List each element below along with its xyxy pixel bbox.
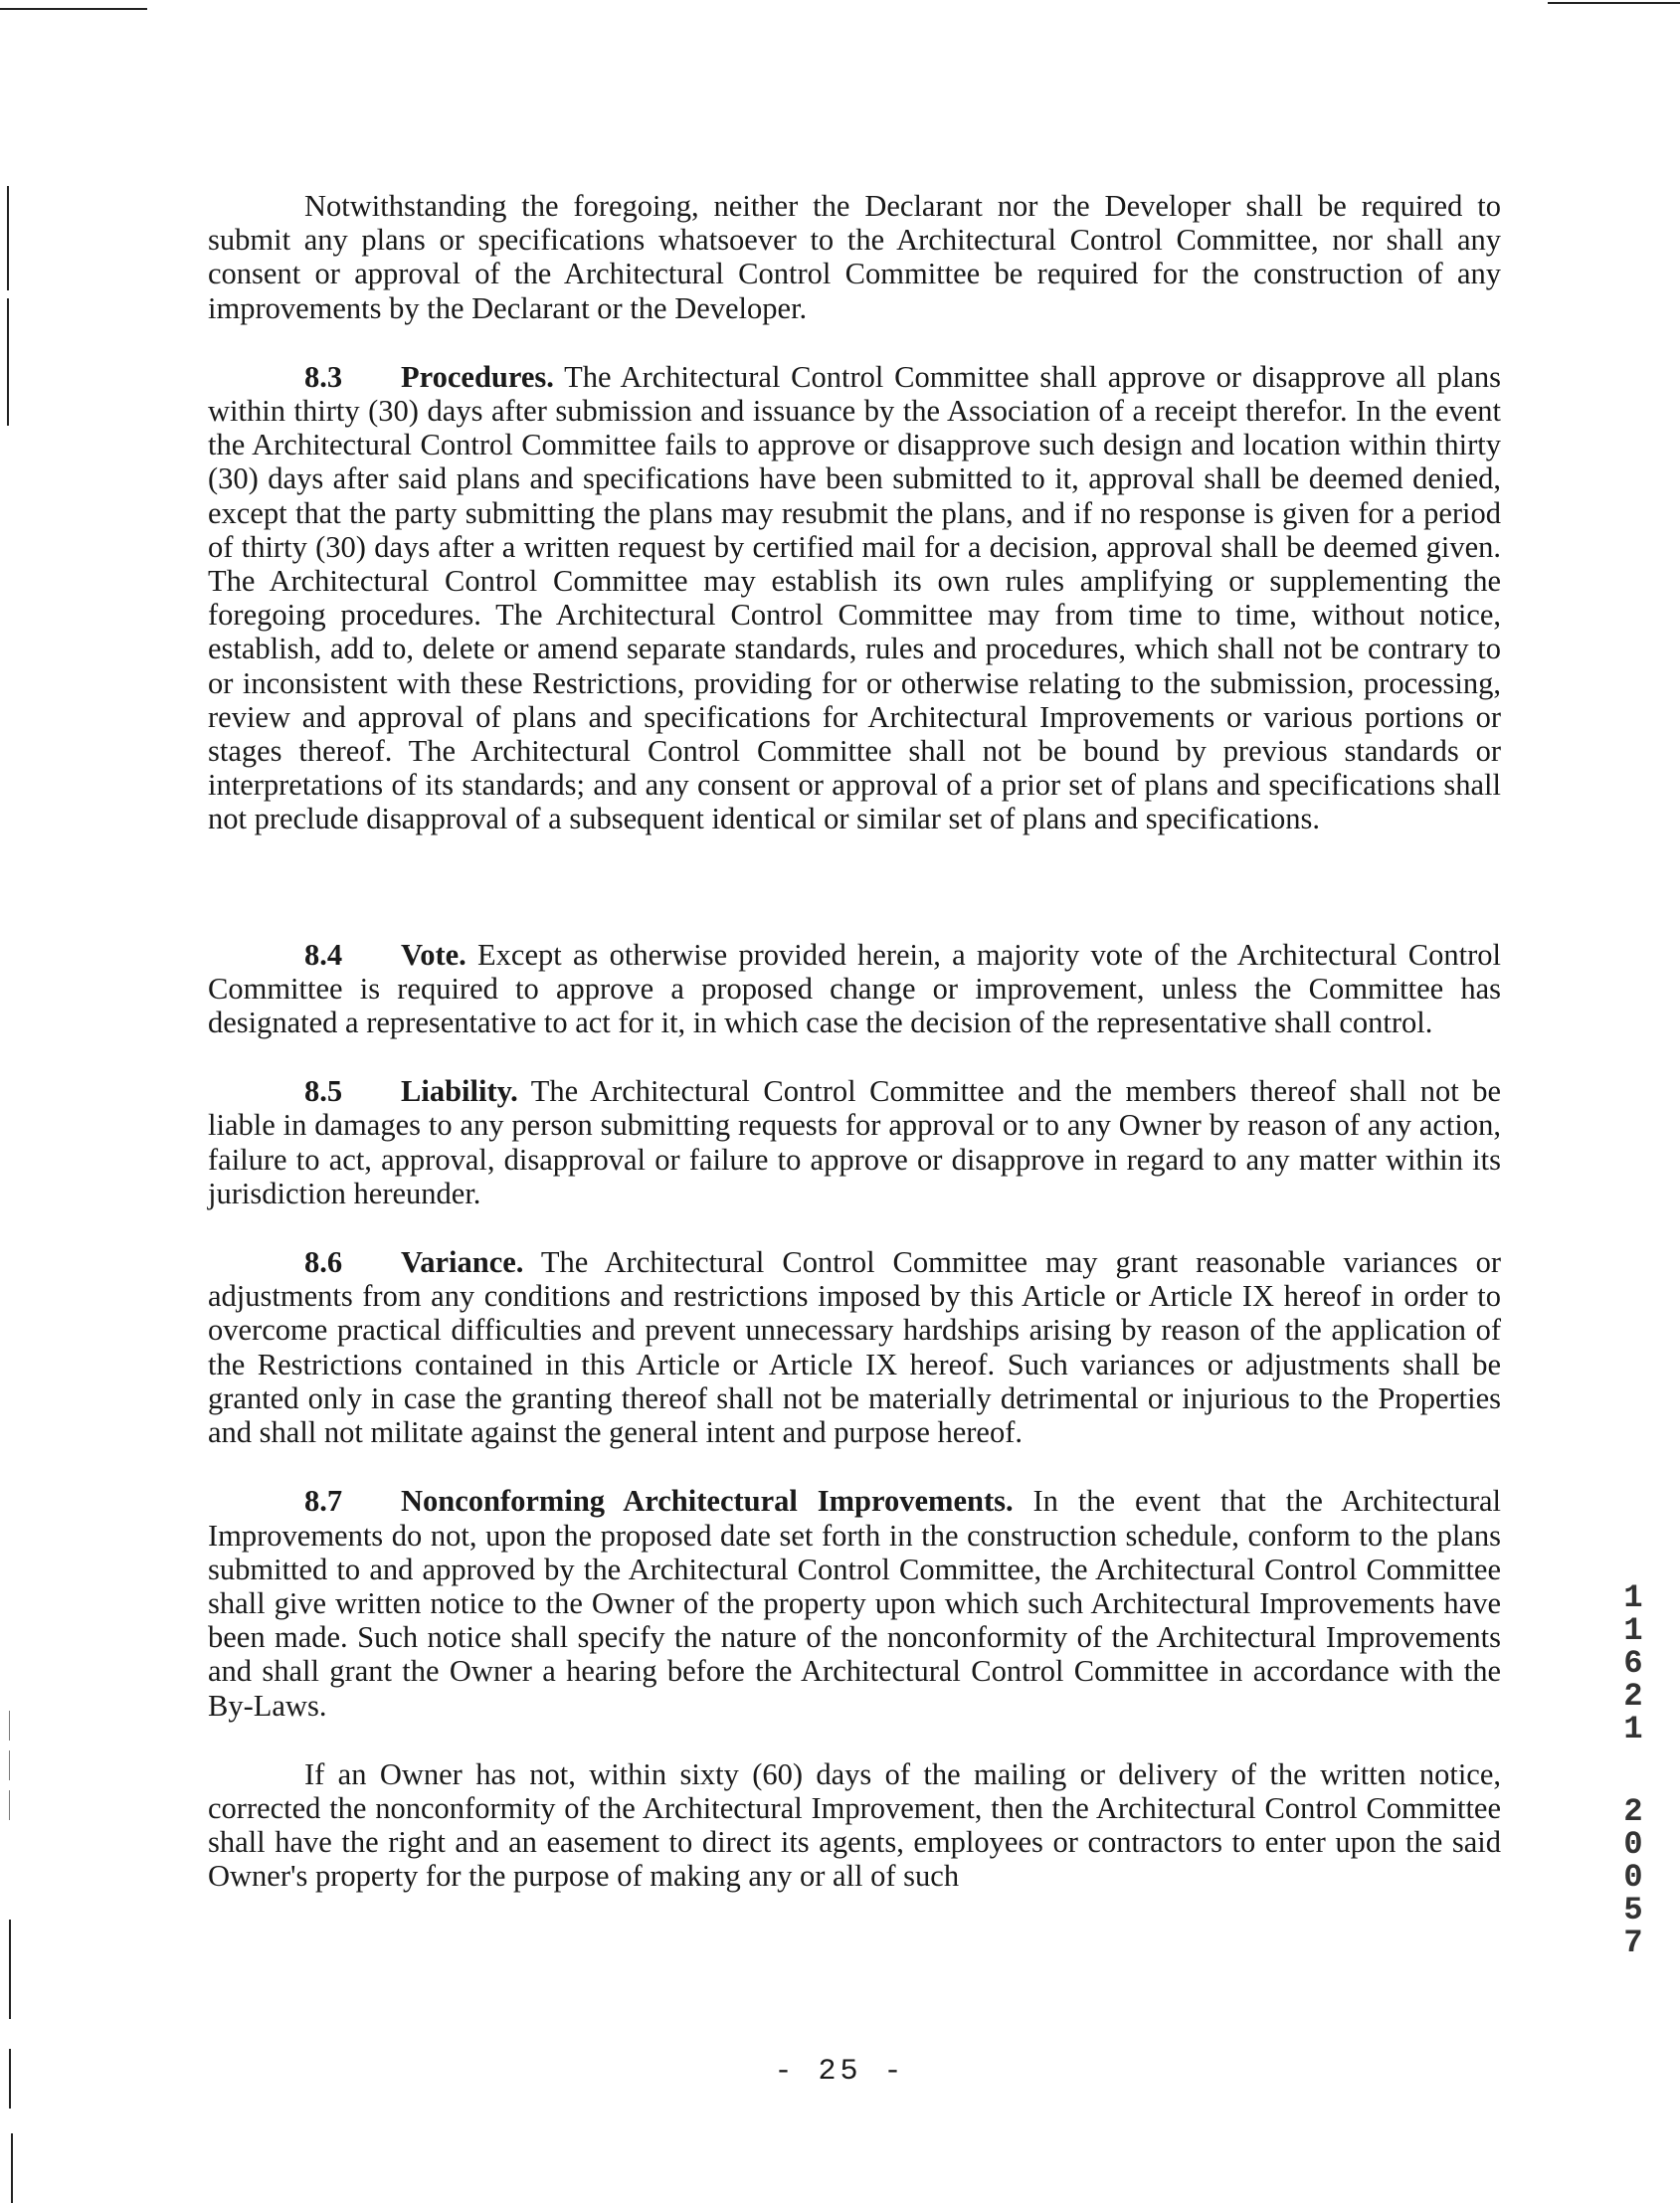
section-title: Vote. (401, 937, 467, 972)
section-title: Variance. (401, 1245, 524, 1280)
stamp-upper-group (1613, 1581, 1653, 1745)
section-text: The Architectural Control Committee and the members thereof shall not be liable in damages to any person submitting requests for approval or to any Owner by reason of any action, failure to act, approval, disapproval or failure to approve or disapprove in regard to any matter within its jurisdiction hereunder. (208, 1074, 1501, 1210)
scan-edge-top-right (1548, 2, 1680, 4)
stamp-digit: 6 (1623, 1645, 1643, 1682)
stamp-digit: 0 (1623, 1826, 1643, 1863)
scan-edge-left-1 (7, 186, 9, 290)
stamp-digit: 2 (1623, 1678, 1643, 1715)
section-number: 8.7 (304, 1484, 343, 1519)
stamp-digit: 1 (1623, 1711, 1643, 1747)
document-body (208, 189, 1501, 1894)
section-text: Except as otherwise provided herein, a majority vote of the Architectural Control Committee is required to approve a proposed change or improvement, unless the Committee has designated a representative to act for it, in which case the decision of the representative shall control. (208, 937, 1501, 1040)
section-number: 8.6 (304, 1245, 343, 1280)
stamp-digit: 7 (1623, 1925, 1643, 1961)
stamp-digit: 2 (1623, 1793, 1643, 1830)
section-text: The Architectural Control Committee shall approve or disapprove all plans within thirty (30) days after submission and issuance by the Association of a receipt therefor. In the event the Architectural Control Committee fails to approve or disapprove such design and location within thirty (30) days after said plans and specifications have been submitted to it, approval shall be deemed denied, except that the party submitting the plans may resubmit the plans, and if no response is given for a period of thirty (30) days after a written request by certified mail for a decision, approval shall be deemed given. The Architectural Control Committee may establish its own rules amplifying or supplementing the foregoing procedures. The Architectural Control Committee may from time to time, without notice, establish, add to, delete or amend separate standards, rules and procedures, which shall not be contrary to or inconsistent with these Restrictions, providing for or otherwise relating to the submission, processing, review and approval of plans and specifications for Architectural Improvements or various portions or stages thereof. The Architectural Control Committee shall not be bound by previous standards or interpretations of its standards; and any consent or approval of a prior set of plans and specifications shall not preclude disapproval of a subsequent identical or similar set of plans and specifications. (208, 359, 1501, 836)
scan-edge-left-5 (9, 1790, 10, 1820)
section-text: In the event that the Architectural Improvements do not, upon the proposed date set forth in the construction schedule, conform to the plans submitted to and approved by the Architectural Control Committee, the Architectural Control Committee shall give written notice to the Owner of the property upon which such Architectural Improvements have been made. Such notice shall specify the nature of the nonconformity of the Architectural Improvements and shall grant the Owner a hearing before the Architectural Control Committee in accordance with the By-Laws. (208, 1484, 1501, 1723)
margin-recording-stamp (1613, 1581, 1653, 1959)
section-8-3 (208, 360, 1501, 836)
scan-edge-left-3 (9, 1711, 10, 1741)
section-8-6 (208, 1245, 1501, 1449)
section-number: 8.5 (304, 1074, 343, 1109)
section-8-5 (208, 1074, 1501, 1210)
section-number: 8.4 (304, 937, 343, 972)
section-title: Procedures. (401, 359, 554, 394)
section-title: Nonconforming Architectural Improvements. (401, 1484, 1014, 1519)
stamp-digit: 1 (1623, 1579, 1643, 1616)
section-text: The Architectural Control Committee may grant reasonable variances or adjustments from any conditions and restrictions imposed by this Article or Article IX hereof in order to overcome practical difficulties and prevent unnecessary hardships arising by reason of the application of the Restrictions contained in this Article or Article IX hereof. Such variances or adjustments shall be granted only in case the granting thereof shall not be materially detrimental or injurious to the Properties and shall not militate against the general intent and purpose hereof. (208, 1245, 1501, 1450)
stamp-digit: 5 (1623, 1892, 1643, 1928)
paragraph-closing: If an Owner has not, within sixty (60) days of the mailing or delivery of the written notice, corrected the nonconformity of the Architectural Improvement, then the Architectural Control Committee shall have the right and an easement to direct its agents, employees or contractors to enter upon the said Owner's property for the purpose of making any or all of such (208, 1756, 1501, 1894)
stamp-digit: 1 (1623, 1612, 1643, 1649)
section-title: Liability. (401, 1074, 518, 1109)
section-8-7 (208, 1484, 1501, 1722)
scan-edge-left-2 (7, 298, 9, 426)
scan-edge-left-6 (9, 1920, 11, 2019)
section-number: 8.3 (304, 359, 343, 394)
scan-edge-left-8 (11, 2133, 13, 2203)
scan-edge-left-4 (9, 1750, 10, 1780)
scan-edge-top-left (0, 8, 147, 10)
stamp-digit: 0 (1623, 1859, 1643, 1896)
stamp-lower-group (1613, 1795, 1653, 1959)
page-number: - 25 - (774, 2055, 906, 2089)
section-8-4 (208, 938, 1501, 1040)
paragraph-notwithstanding: Notwithstanding the foregoing, neither the Declarant nor the Developer shall be required to submit any plans or specifications whatsoever to the Architectural Control Committee, nor shall any consent or approval of the Architectural Control Committee be required for the construction of any improvements by the Declarant or the Developer. (208, 189, 1501, 325)
